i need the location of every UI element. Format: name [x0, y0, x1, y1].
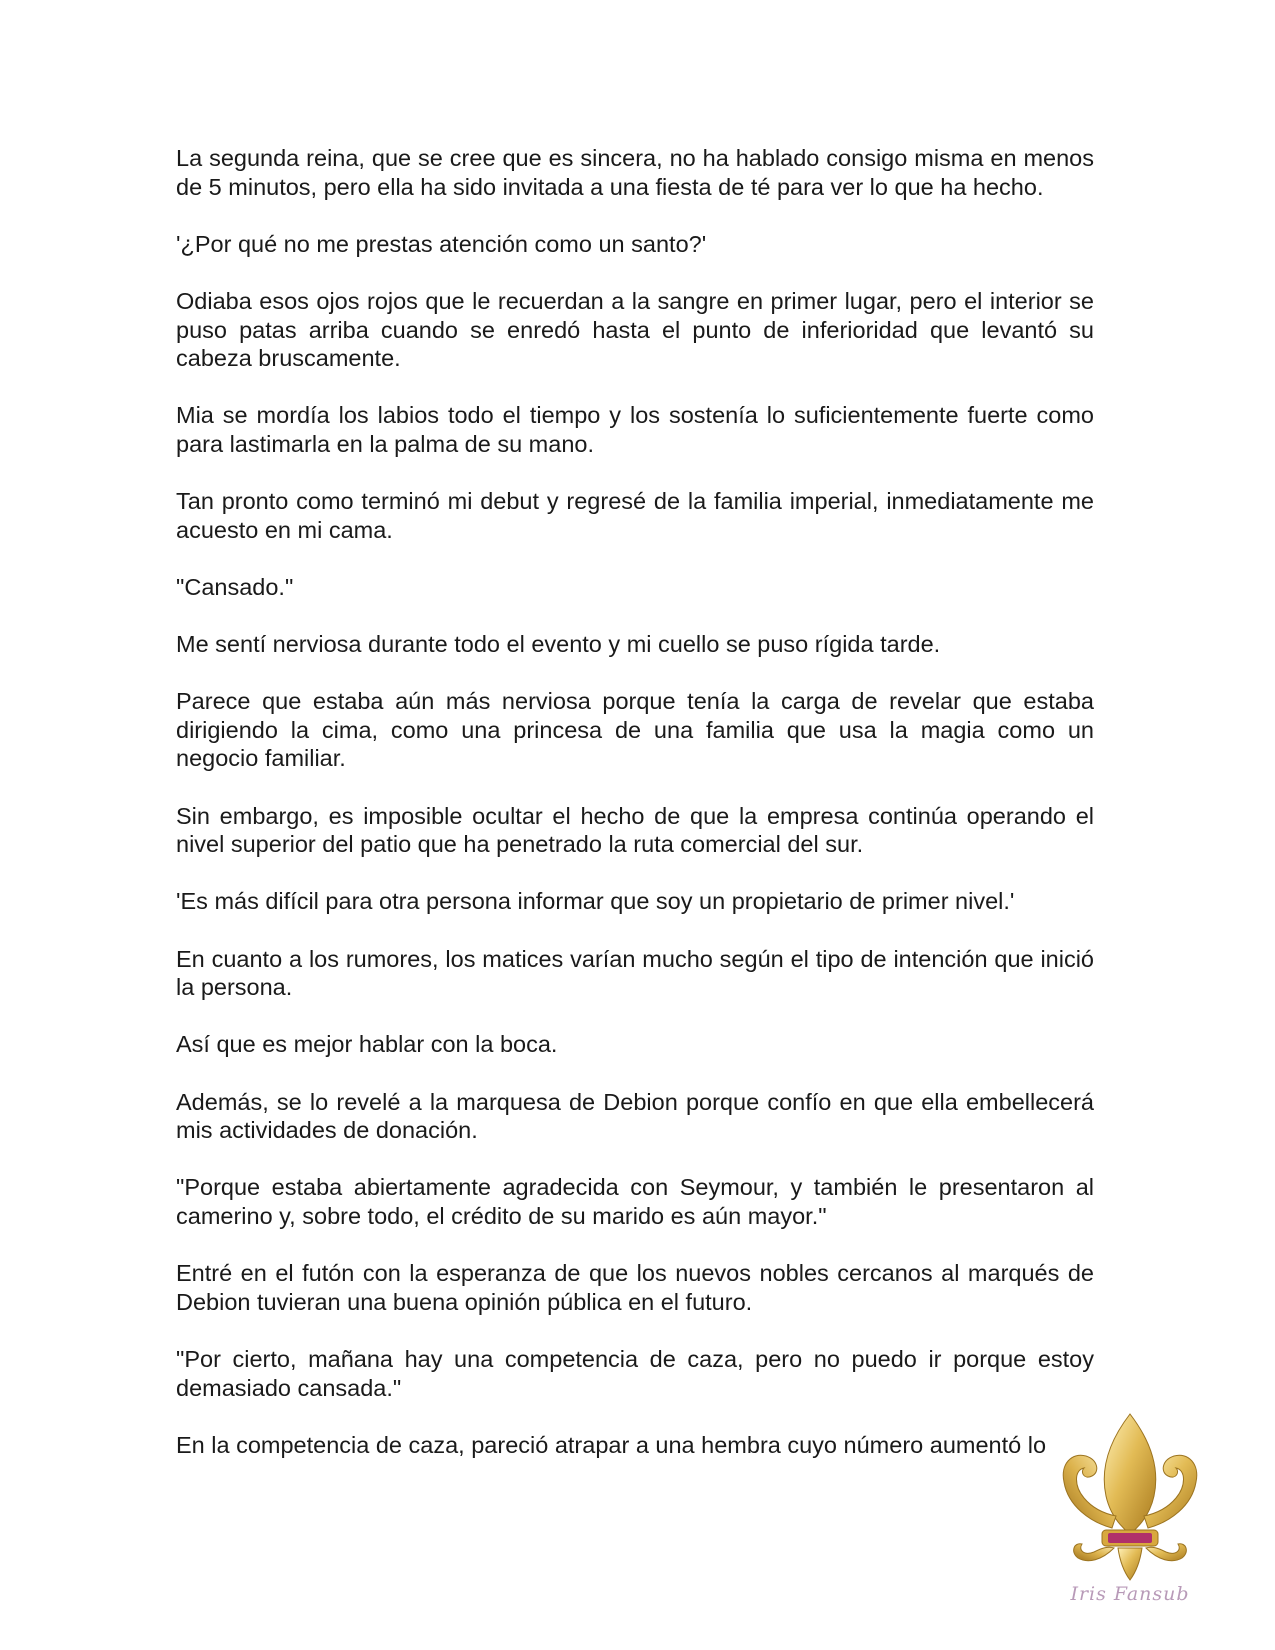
paragraph: Además, se lo revelé a la marquesa de Debion porque confío en que ella embellecerá mis actividades de donación.: [176, 1088, 1094, 1144]
paragraph: "Porque estaba abiertamente agradecida con Seymour, y también le presentaron al camerino y, sobre todo, el crédito de su marido es aún mayor.": [176, 1174, 1094, 1229]
watermark-text: Iris Fansub: [1070, 1583, 1190, 1605]
paragraph: Me sentí nerviosa durante todo el evento y mi cuello se puso rígida tarde.: [176, 631, 941, 658]
paragraph: Parece que estaba aún más nerviosa porque tenía la carga de revelar que estaba dirigiendo la cima, como una princesa de una familia que usa la magia como un negocio familiar.: [176, 688, 1094, 772]
paragraph: La segunda reina, que se cree que es sincera, no ha hablado consigo misma en menos de 5 minutos, pero ella ha sido invitada a una fiesta de té para ver lo que ha hecho.: [176, 145, 1094, 200]
paragraph: Mia se mordía los labios todo el tiempo y los sostenía lo suficientemente fuerte como para lastimarla en la palma de su mano.: [176, 402, 1094, 457]
paragraph: Así que es mejor hablar con la boca.: [176, 1031, 558, 1058]
paragraph: En la competencia de caza, pareció atrapar a una hembra cuyo número aumentó lo: [176, 1431, 1047, 1458]
paragraph: "Cansado.": [176, 573, 294, 600]
paragraph: Sin embargo, es imposible ocultar el hecho de que la empresa continúa operando el nivel superior del patio que ha penetrado la ruta comercial del sur.: [176, 802, 1094, 858]
paragraph: En cuanto a los rumores, los matices varían mucho según el tipo de intención que inició la persona.: [176, 945, 1094, 1001]
paragraph: Entré en el futón con la esperanza de que los nuevos nobles cercanos al marqués de Debion tuvieran una buena opinión pública en el futuro.: [176, 1260, 1094, 1315]
paragraph: Tan pronto como terminó mi debut y regresé de la familia imperial, inmediatamente me acuesto en mi cama.: [176, 488, 1094, 543]
paragraph: "Por cierto, mañana hay una competencia de caza, pero no puedo ir porque estoy demasiado cansada.": [176, 1345, 1094, 1401]
paragraph: '¿Por qué no me prestas atención como un santo?': [176, 230, 707, 257]
paragraph: Odiaba esos ojos rojos que le recuerdan a la sangre en primer lugar, pero el interior se puso patas arriba cuando se enredó hasta el punto de inferioridad que levantó su cabeza bruscamente.: [176, 287, 1094, 372]
paragraph: 'Es más difícil para otra persona informar que soy un propietario de primer nivel.': [176, 888, 1015, 915]
document-body: [176, 144, 1094, 1459]
